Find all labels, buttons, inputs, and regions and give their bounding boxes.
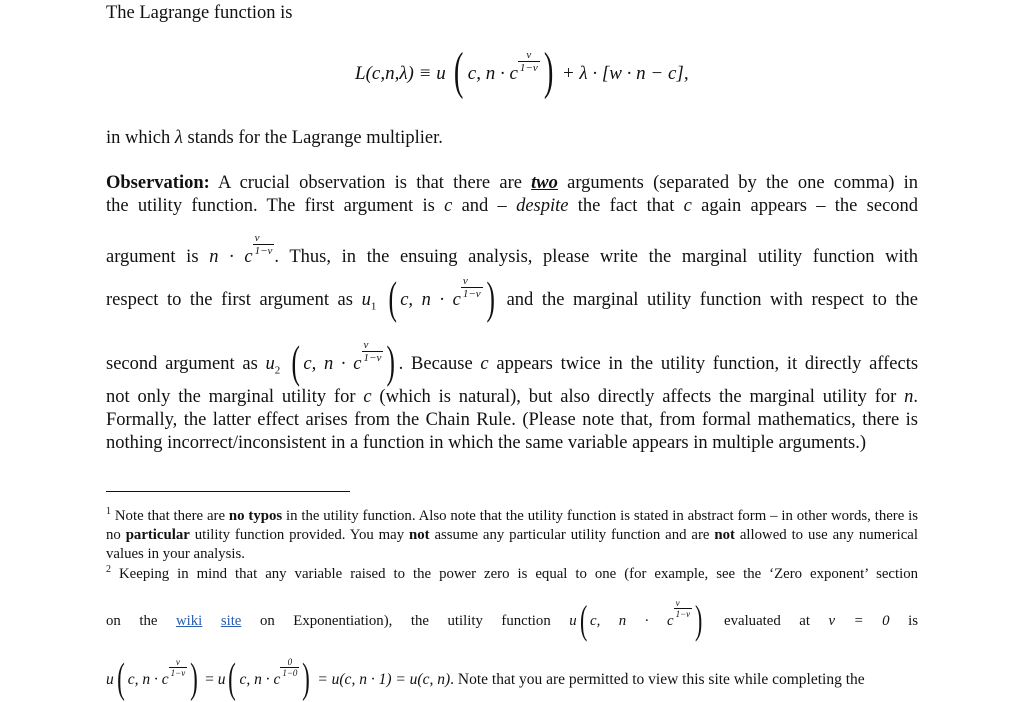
utility-expression: u( c, n · c $\frac{\nu}{1-\nu}$ ) [569,597,703,642]
footnote-2-line-2: on the wiki site on Exponentiation), the utility function u( c, n · c $\frac{\nu}{1-\nu}$ ) evaluated at ν = 0 is [106,597,918,642]
footnote-2-line-3: u( c, n · c $\frac{\nu}{1-\nu}$ ) = u( c, n · c $\frac{0}{1-0}$ ) = u(c, n · 1) = u(c, n). Note that you are permitted to view this site while completing the [106,656,865,702]
observation-line-1: Observation: A crucial observation is that there are two arguments (separated by the one comma) in [106,173,918,193]
multiplier-text: in which λ stands for the Lagrange multiplier. [106,128,443,148]
observation-line-4: respect to the first argument as $u_1$ ( c, n · c $\frac{\nu}{1-\nu}$ ) and the marginal utility function with respect to the [106,272,918,323]
observation-line-2: the utility function. The first argument is c and – despite the fact that c again appears – the second [106,196,919,216]
footnote-2-line-1: $^2$ Keeping in mind that any variable raised to the power zero is equal to one (for example, see the ‘Zero exponent’ section [106,564,918,582]
intro-text: The Lagrange function is [106,3,293,23]
exponent-fraction: $\frac{\nu}{1-\nu}$ [519,49,538,74]
observation-line-5: second argument as $u_2$ ( c, n · c $\frac{\nu}{1-\nu}$ ) . Because c appears twice in the utility function, it directly affects [106,336,919,387]
site-link[interactable]: site [220,613,242,629]
observation-line-3: argument is n · c $\frac{\nu}{1-\nu}$ . Thus, in the ensuing analysis, please write the marginal utility function with [106,232,918,267]
wiki-link[interactable]: wiki [175,613,203,629]
footnote-divider [106,491,350,492]
footnote-1: $^1$ Note that there are no typos in the utility function. Also note that the utility function is stated in abstract form – in other words, there is no particular utility function provided. You may not assume any particular utility function and are not allowed to use any numerical values in your analysis. [106,506,919,562]
observation-paragraph: not only the marginal utility for c (which is natural), but also directly affects the marginal utility for n. Formally, the latter effect arises from the Chain Rule. (Please note that, from formal mathematics, there is nothing incorrect/inconsistent in a function in which the same variable appears in multiple arguments.) [106,387,919,453]
lagrange-equation: L(c,n,λ) ≡ u ( c, n · c $\frac{\nu}{1-\nu}$ ) + λ · [w · n − c], [355,43,689,100]
